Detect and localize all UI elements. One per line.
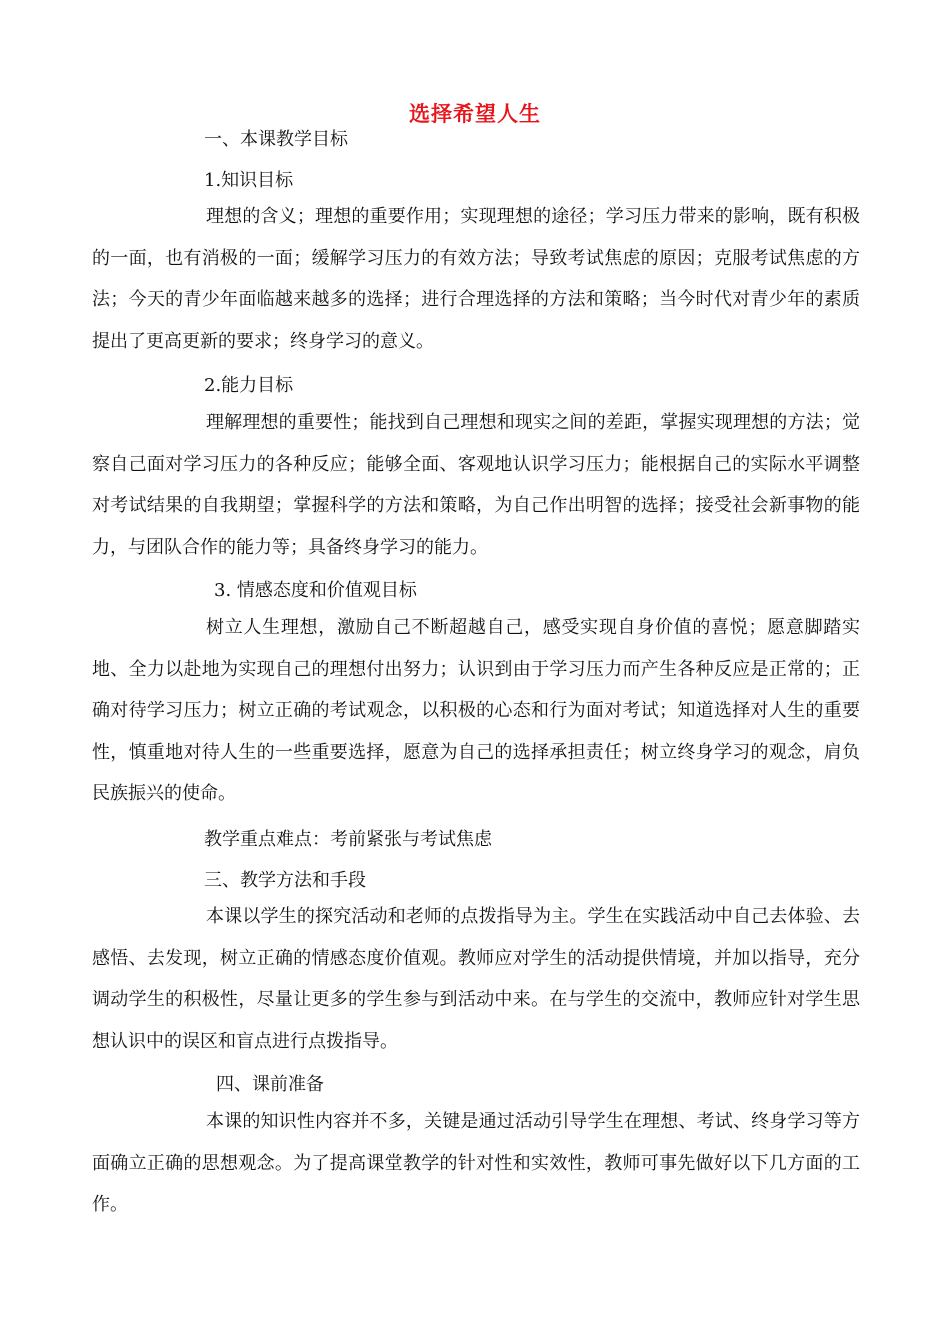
paragraph-methods: 本课以学生的探究活动和老师的点拨指导为主。学生在实践活动中自己去体验、去感悟、去发现，树立正确的情感态度价值观。教师应对学生的活动提供情境，并加以指导，充分调动学生的积极性，尽量让更多的学生参与到活动中来。在与学生的交流中，教师应针对学生思想认识中的误区和盲点进行点拨指导。 [92, 906, 860, 1052]
paragraph-preparation: 本课的知识性内容并不多，关键是通过活动引导学生在理想、考试、终身学习等方面确立正确的思想观念。为了提高课堂教学的针对性和实效性，教师可事先做好以下几方面的工作。 [92, 1111, 860, 1215]
key-points-line: 教学重点难点：考前紧张与考试焦虑 [204, 829, 492, 850]
paragraph-ability: 理解理想的重要性；能找到自己理想和现实之间的差距，掌握实现理想的方法；觉察自己面对学习压力的各种反应；能够全面、客观地认识学习压力；能根据自己的实际水平调整对考试结果的自我期望；掌握科学的方法和策略，为自己作出明智的选择；接受社会新事物的能力，与团队合作的能力等；具备终身学习的能力。 [92, 412, 860, 558]
document-title: 选择希望人生 [409, 101, 541, 126]
section-heading-preparation: 四、课前准备 [216, 1074, 324, 1095]
paragraph-emotion: 树立人生理想，激励自己不断超越自己，感受实现自身价值的喜悦；愿意脚踏实地、全力以赴地为实现自己的理想付出努力；认识到由于学习压力而产生各种反应是正常的；正确对待学习压力；树立正确的考试观念，以积极的心态和行为面对考试；知道选择对人生的重要性，慎重地对待人生的一些重要选择，愿意为自己的选择承担责任；树立终身学习的观念，肩负民族振兴的使命。 [92, 617, 860, 804]
subheading-emotion: 3. 情感态度和价值观目标 [214, 580, 417, 601]
paragraph-knowledge: 理想的含义；理想的重要作用；实现理想的途径；学习压力带来的影响，既有积极的一面，也有消极的一面；缓解学习压力的有效方法；导致考试焦虑的原因；克服考试焦虑的方法；今天的青少年面临越来越多的选择；进行合理选择的方法和策略；当今时代对青少年的素质提出了更高更新的要求；终身学习的意义。 [92, 206, 860, 352]
subheading-knowledge: 1.知识目标 [204, 170, 294, 191]
subheading-ability: 2.能力目标 [204, 375, 294, 396]
section-heading-objectives: 一、本课教学目标 [204, 129, 348, 150]
section-heading-methods: 三、教学方法和手段 [204, 870, 366, 891]
